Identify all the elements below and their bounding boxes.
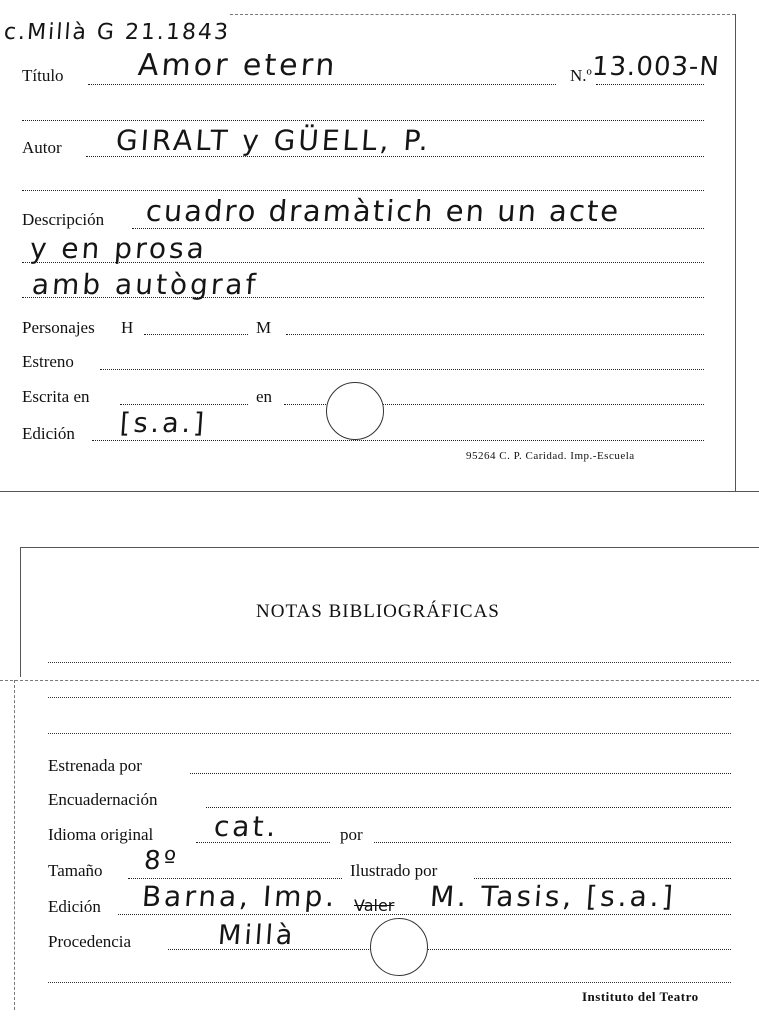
punch-hole-bottom [370, 918, 428, 976]
edicion-line [92, 440, 704, 441]
escrita-en-label: en [256, 387, 273, 406]
personajes-m-label: M [256, 318, 272, 337]
descripcion-value-1: cuadro dramàtich en un acte [144, 194, 622, 228]
edicion2-line [118, 914, 731, 915]
procedencia-label: Procedencia [48, 932, 132, 951]
edicion2-value-1: Barna, Imp. [140, 880, 339, 913]
idioma-por-line [374, 842, 731, 843]
estrenada-label: Estrenada por [48, 756, 142, 775]
tamano-line [128, 878, 342, 879]
procedencia-value: Millà [216, 920, 297, 951]
titulo-label: Título [22, 66, 64, 85]
card-top-bottom-border [0, 491, 759, 492]
titulo-value: Amor etern [136, 48, 339, 83]
personajes-m-line [286, 334, 704, 335]
edicion2-struck: Valer [354, 896, 395, 915]
notas-line-2 [48, 697, 731, 698]
catalog-note: c.Millà G 21.1843 [3, 20, 231, 45]
edicion2-label: Edición [48, 897, 101, 916]
punch-hole-top [326, 382, 384, 440]
descripcion-label: Descripción [22, 210, 105, 229]
personajes-h-label: H [121, 318, 134, 337]
card-top-footer: 95264 C. P. Caridad. Imp.-Escuela [466, 450, 635, 462]
escrita-label: Escrita en [22, 387, 90, 406]
notas-line-3 [48, 733, 731, 734]
autor-label: Autor [22, 138, 62, 157]
titulo-line [88, 84, 556, 85]
edicion-label: Edición [22, 424, 75, 443]
descripcion-value-2: y en prosa [28, 232, 209, 265]
idioma-value: cat. [212, 810, 280, 843]
tamano-value: 8º [142, 846, 180, 876]
edicion-value: [s.a.] [118, 408, 208, 439]
card-bottom-footer: Instituto del Teatro [582, 989, 699, 1004]
ilustrado-line [474, 878, 731, 879]
encuadernacion-line [206, 807, 731, 808]
card-bottom-top-border [20, 547, 759, 548]
notas-line-bottom [48, 982, 731, 983]
descripcion-value-3: amb autògraf [30, 268, 260, 301]
descripcion-line-1 [132, 228, 704, 229]
estrenada-line [190, 773, 731, 774]
personajes-h-line [144, 334, 248, 335]
card-bottom-left-border [20, 547, 21, 677]
card-bottom-left-edge [14, 680, 15, 1010]
idioma-label: Idioma original [48, 825, 154, 844]
escrita-line [120, 404, 248, 405]
tamano-label: Tamaño [48, 861, 103, 880]
idioma-por-label: por [340, 825, 363, 844]
titulo-extra-line [22, 120, 704, 121]
numero-value: 13.003-N [590, 52, 721, 82]
personajes-label: Personajes [22, 318, 95, 337]
estreno-line [100, 369, 704, 370]
autor-extra-line [22, 190, 704, 191]
ilustrado-label: Ilustrado por [350, 861, 438, 880]
encuadernacion-label: Encuadernación [48, 790, 158, 809]
autor-value: GIRALT y GÜELL, P. [114, 124, 433, 157]
card-top-right-border [735, 14, 736, 492]
numero-line [596, 84, 704, 85]
estreno-label: Estreno [22, 352, 74, 371]
card-top-top-border [230, 14, 735, 15]
numero-label: N.º [570, 66, 592, 85]
edicion2-value-2: M. Tasis, [s.a.] [428, 880, 677, 913]
notas-heading: NOTAS BIBLIOGRÁFICAS [256, 601, 500, 622]
card-bottom-fold-line [0, 680, 759, 681]
notas-line-1 [48, 662, 731, 663]
